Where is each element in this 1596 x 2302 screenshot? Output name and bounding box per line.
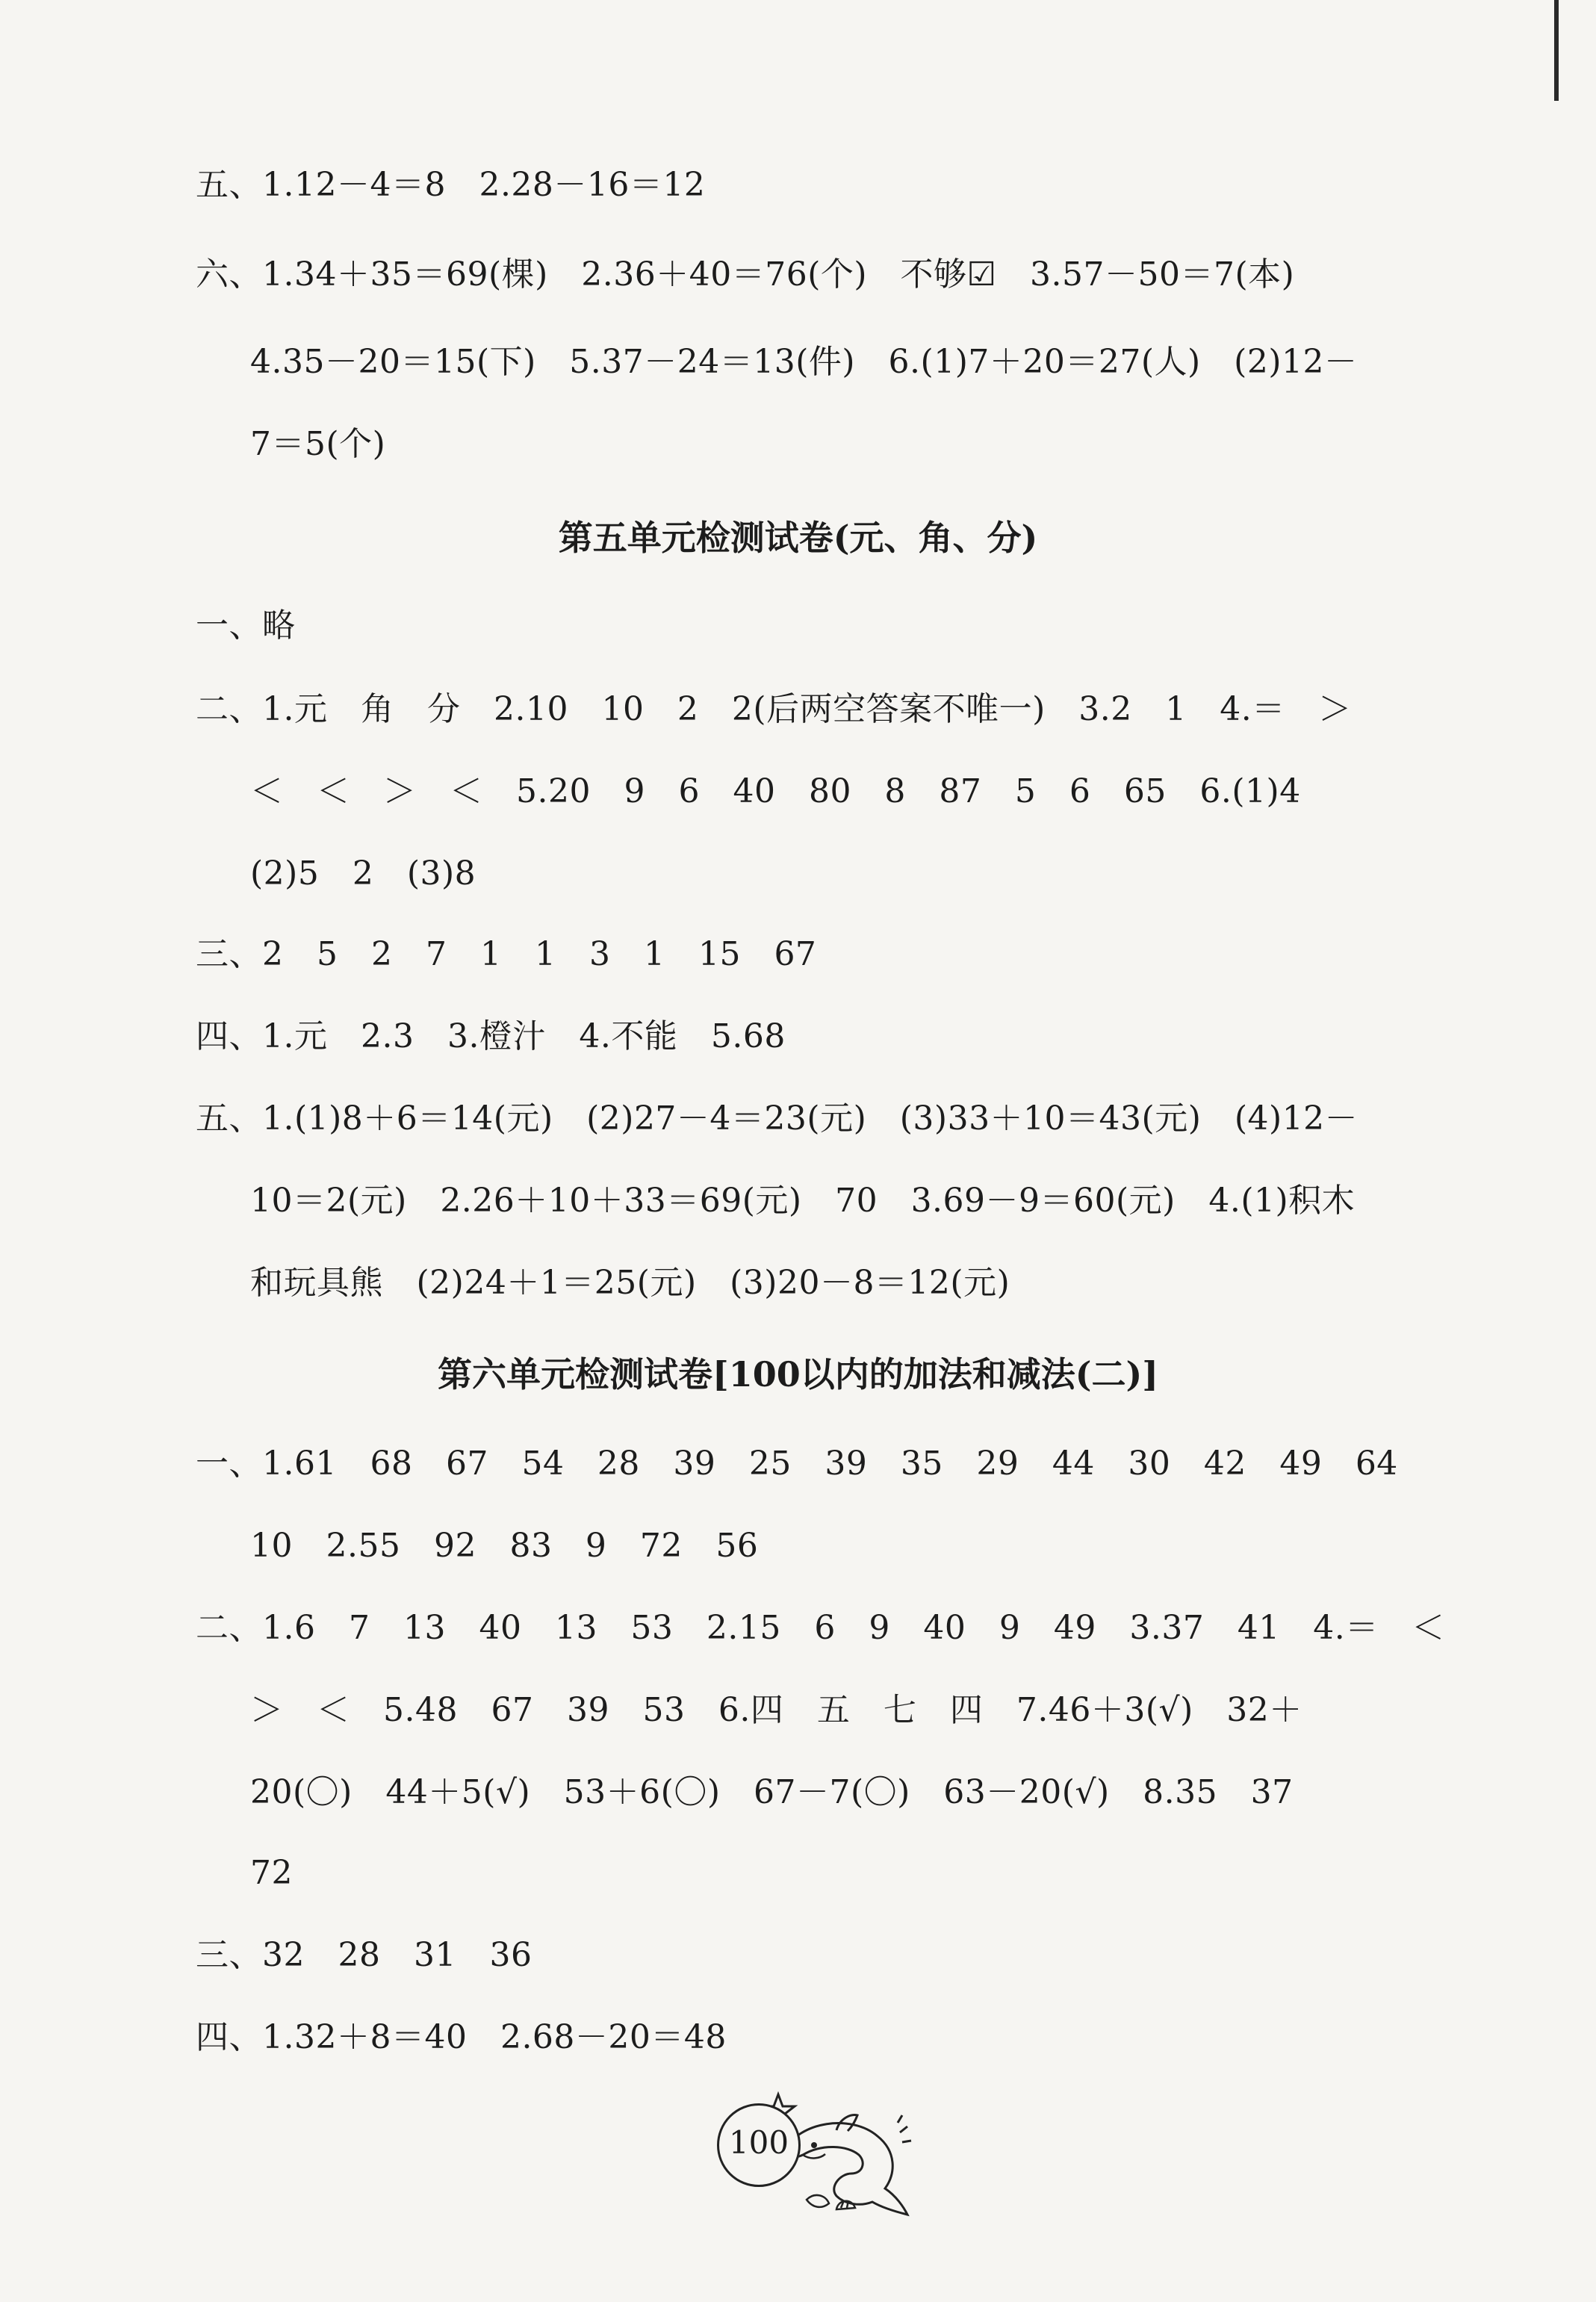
answer-line: 和玩具熊 (2)24＋1＝25(元) (3)20－8＝12(元) xyxy=(250,1264,1010,1302)
answer-line: 六、1.34＋35＝69(棵) 2.36＋40＝76(个) 不够☑ 3.57－50＝7(本) xyxy=(196,255,1295,294)
answer-line: 一、1.61 68 67 54 28 39 25 39 35 29 44 30 42 49 64 xyxy=(196,1445,1398,1483)
answer-line: 10＝2(元) 2.26＋10＋33＝69(元) 70 3.69－9＝60(元) 4.(1)积木 xyxy=(250,1182,1356,1220)
answer-line: 4.35－20＝15(下) 5.37－24＝13(件) 6.(1)7＋20＝27(人) (2)12－ xyxy=(250,343,1358,381)
answer-line: 20(〇) 44＋5(√) 53＋6(〇) 67－7(〇) 63－20(√) 8.35 37 xyxy=(250,1773,1294,1811)
answer-line: ＜ ＜ ＞ ＜ 5.20 9 6 40 80 8 87 5 6 65 6.(1)4 xyxy=(250,772,1301,810)
answer-line: (2)5 2 (3)8 xyxy=(250,854,476,893)
answer-line: 五、1.(1)8＋6＝14(元) (2)27－4＝23(元) (3)33＋10＝43(元) (4)12－ xyxy=(196,1099,1359,1138)
section-title: 第六单元检测试卷[100以内的加法和减法(二)] xyxy=(437,1354,1159,1394)
answer-line: 三、32 28 31 36 xyxy=(196,1936,532,1974)
scan-edge-mark xyxy=(1554,0,1559,101)
answer-line: 72 xyxy=(250,1854,293,1892)
answer-line: 10 2.55 92 83 9 72 56 xyxy=(250,1527,759,1565)
answer-line: 二、1.元 角 分 2.10 10 2 2(后两空答案不唯一) 3.2 1 4.＝ ＞ xyxy=(196,690,1352,728)
page-number: 100 xyxy=(728,2124,789,2161)
answer-line: 四、1.32＋8＝40 2.68－20＝48 xyxy=(196,2018,727,2056)
page-number-badge xyxy=(709,2061,926,2233)
answer-line: 四、1.元 2.3 3.橙汁 4.不能 5.68 xyxy=(196,1017,786,1055)
answer-line: ＞ ＜ 5.48 67 39 53 6.四 五 七 四 7.46＋3(√) 32＋ xyxy=(250,1691,1302,1729)
answer-line: 7＝5(个) xyxy=(250,425,386,463)
section-title: 第五单元检测试卷(元、角、分) xyxy=(558,518,1038,558)
answer-line: 五、1.12－4＝8 2.28－16＝12 xyxy=(196,166,706,204)
answer-line: 三、2 5 2 7 1 1 3 1 15 67 xyxy=(196,935,817,973)
answer-line: 二、1.6 7 13 40 13 53 2.15 6 9 40 9 49 3.37 41 4.＝ ＜ xyxy=(196,1609,1445,1647)
answer-line: 一、略 xyxy=(196,606,296,645)
